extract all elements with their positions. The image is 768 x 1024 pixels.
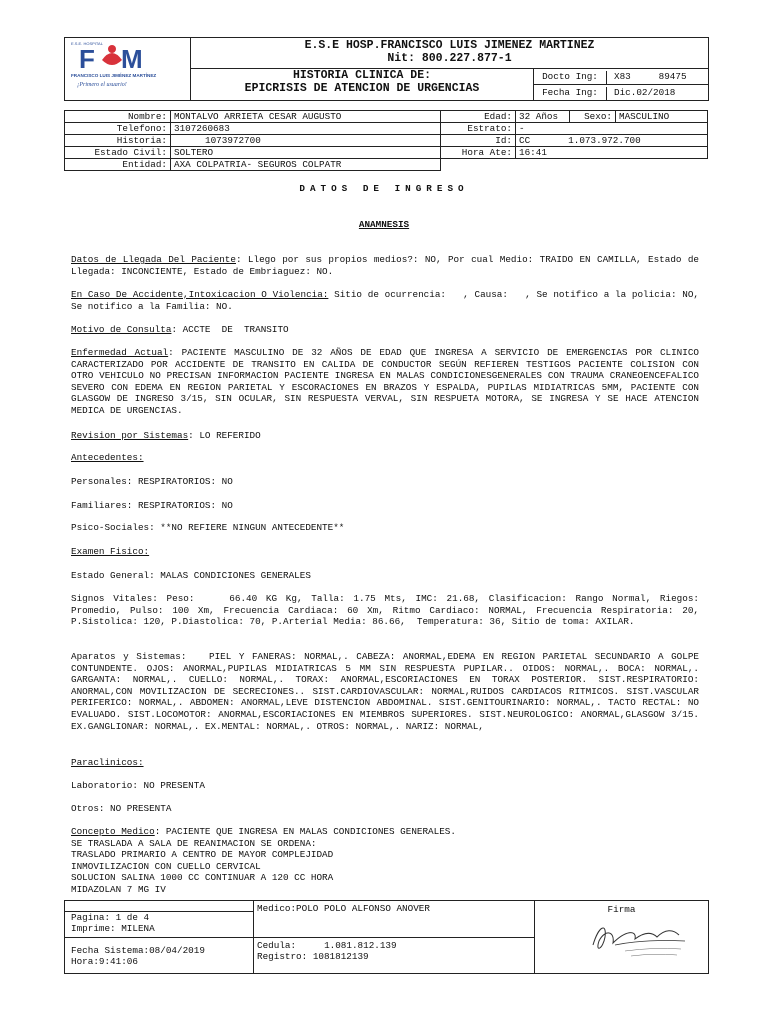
laboratorio-line: Laboratorio: NO PRESENTA xyxy=(71,780,205,791)
telefono-label: Telefono: xyxy=(65,123,171,135)
svg-text:FRANCISCO LUIS JIMÉNEZ MARTÍNE: FRANCISCO LUIS JIMÉNEZ MARTÍNEZ xyxy=(71,73,157,78)
cedula-label: Cedula: xyxy=(257,940,297,951)
concepto-line: TRASLADO PRIMARIO A CENTRO DE MAYOR COMPLEJIDAD xyxy=(71,849,334,861)
section-title: DATOS DE INGRESO xyxy=(299,183,469,194)
concepto-line: SOLUCION SALINA 1000 CC CONTINUAR A 120 CC HORA xyxy=(71,872,334,884)
estrato-label: Estrato: xyxy=(441,123,516,135)
table-row xyxy=(65,111,708,123)
svg-text:E.S.E. HOSPITAL: E.S.E. HOSPITAL xyxy=(71,41,103,46)
system-date: Fecha Sistema:08/04/2019 xyxy=(71,945,205,956)
physician-name: Medico:POLO POLO ALFONSO ANOVER xyxy=(257,903,430,914)
accidente-paragraph: En Caso De Accidente,Intoxicacion O Violencia: Sitio de ocurrencia: , Causa: , Se notifico a la policia: NO, Se notifico a la Familia: NO. xyxy=(71,289,705,312)
psico-line: Psico-Sociales: **NO REFIERE NINGUN ANTECEDENTE** xyxy=(71,522,345,533)
antecedentes-heading: Antecedentes: xyxy=(71,452,144,463)
id-label: Id: xyxy=(441,135,516,147)
firma-label: Firma xyxy=(607,904,636,915)
svg-text:M: M xyxy=(121,44,143,74)
motivo-paragraph: Motivo de Consulta: ACCTE DE TRANSITO xyxy=(71,324,289,335)
svg-text:F: F xyxy=(79,44,95,74)
id-value xyxy=(516,135,708,147)
institution-name: E.S.E HOSP.FRANCISCO LUIS JIMENEZ MARTINEZ xyxy=(304,39,595,52)
printed-by: Imprime: MILENA xyxy=(71,923,155,934)
table-row xyxy=(65,159,708,171)
revision-paragraph: Revision por Sistemas: LO REFERIDO xyxy=(71,430,261,441)
hora-label: Hora Ate: xyxy=(441,147,516,159)
entidad-label: Entidad: xyxy=(65,159,171,171)
examen-heading: Examen Fisico: xyxy=(71,546,150,557)
signos-paragraph: Signos Vitales: Peso: 66.40 KG Kg, Talla: 1.75 Mts, IMC: 21.68, Clasificacion: Rango Normal, Riegos: Promedio, Pulso: 100 Xm, Frecuencia Cardiaca: 60 Xm, Ritmo Cardiaco: NORMAL, Frecuencia Respiratoria: 20, P.Sistolica: 120, P.Diastolica: 70, P.Arterial Media: 86.66, Temperatura: 36, Sitio de toma: AXILAR. xyxy=(71,593,705,628)
civil-value: SOLTERO xyxy=(171,147,441,159)
edad-value: 32 Años xyxy=(516,111,570,123)
table-row xyxy=(65,147,708,159)
page-number: Pagina: 1 de 4 xyxy=(71,912,150,923)
signature-box xyxy=(535,901,708,973)
aparatos-paragraph: Aparatos y Sistemas: PIEL Y FANERAS: NORMAL,. CABEZA: ANORMAL,EDEMA EN REGION PARIETAL SECUNDARIO A GOLPE CONTUNDENTE. OJOS: ANORMAL,PUPILAS MIDIATRICAS 5 MM SIN RESPUESTA PUPILAR.. OIDOS: NORMAL,. BOCA: NORMAL,. GARGANTA: NORMAL,. CUELLO: NORMAL,. TORAX: ANORMAL,ESCORIACIONES EN TORAX POSTERIOR. SIST.RESPIRATORIO: ANORMAL,CON MOVILIZACION DE SECRECIONES.. SIST.CARDIOVASCULAR: NORMAL,RUIDOS CARDIACOS RITMICOS. SIST.VASCULAR PERIFERICO: NORMAL,. ABDOMEN: ANORMAL,LEVE DISTENCION ABDOMINAL. SIST.GENITOURINARIO: NORMAL,. TACTO RECTAL: NO EVALUADO. SIST.LOCOMOTOR: ANORMAL,ESCORIACIONES EN MIEMBROS SUPERIORES. SIST.NEUROLOGICO: ANORMAL,GLASGOW 3/15. EX.GANGLIONAR: NORMAL,. EX.MENTAL: NORMAL,. OTROS: NORMAL,. NARIZ: NORMAL, xyxy=(71,651,705,732)
familiares-line: Familiares: RESPIRATORIOS: NO xyxy=(71,500,233,511)
civil-label: Estado Civil: xyxy=(65,147,171,159)
doc-title-line-2: EPICRISIS DE ATENCION DE URGENCIAS xyxy=(244,82,480,95)
otros-line: Otros: NO PRESENTA xyxy=(71,803,172,814)
id-number: 1.073.972.700 xyxy=(568,135,641,146)
hospital-logo xyxy=(65,38,191,100)
svg-text:¡Primero el usuario!: ¡Primero el usuario! xyxy=(77,82,127,88)
document-footer xyxy=(64,900,709,974)
telefono-value: 3107260683 xyxy=(171,123,441,135)
paraclinicos-heading: Paraclinicos: xyxy=(71,757,144,768)
table-row xyxy=(65,135,708,147)
fecha-value: Dic.02/2018 xyxy=(614,87,676,98)
concepto-line: MIDAZOLAN 7 MG IV xyxy=(71,883,166,895)
institution-block xyxy=(191,38,708,69)
patient-info-table xyxy=(64,110,708,171)
fecha-label: Fecha Ing: xyxy=(534,87,607,100)
institution-nit: Nit: 800.227.877-1 xyxy=(387,52,512,65)
estrato-value: - xyxy=(516,123,708,135)
personales-line: Personales: RESPIRATORIOS: NO xyxy=(71,476,233,487)
physician-info xyxy=(254,901,535,973)
enfermedad-paragraph: Enfermedad Actual: PACIENTE MASCULINO DE 32 AÑOS DE EDAD QUE INGRESA A SERVICIO DE EMERGENCIAS POR CLINICO CARACTERIZADO POR ACCIDENTE DE TRANSITO EN CALIDA DE CONDUCTOR SEGÚN REFIEREN TESTIGOS PACIENTE COLISION CON OTRO VEHICULO NO PRECISAN INFORMACION PACIENTE INGRESA EN MALAS CONDICIONESGENERALES CON TRAUMA CRANEOENCEFALICO SEVERO CON EDEMA EN REGION PARIETAL Y ESCORACIONES EN BRAZOS Y ESPALDA, PUPILAS MIDIATRICAS 5MM, PACIENTE CON GLASGOW DE INGRESO 3/15, SIN OCULAR, SIN RESPUESTA VERVAL, SIN RESPUETA MOTORA, SE INGRESA Y SE HACE ATENCION MEDICA DE URGENCIAS. xyxy=(71,347,699,416)
table-row xyxy=(65,123,708,135)
document-header xyxy=(64,37,709,101)
edad-label: Edad: xyxy=(441,111,516,123)
nombre-value: MONTALVO ARRIETA CESAR AUGUSTO xyxy=(171,111,441,123)
historia-label: Historia: xyxy=(65,135,171,147)
signature-image xyxy=(585,915,705,965)
id-type: CC xyxy=(519,135,531,146)
entidad-value: AXA COLPATRIA- SEGUROS COLPATR xyxy=(171,159,441,171)
concepto-line: SE TRASLADA A SALA DE REANIMACION SE ORDENA: xyxy=(71,837,317,849)
hora-value: 16:41 xyxy=(516,147,708,159)
llegada-paragraph: Datos de Llegada Del Paciente: Llego por sus propios medios?: NO, Por cual Medio: TRAIDO EN CAMILLA, Estado de Llegada: INCONCIENTE, Estado de Embriaguez: NO. xyxy=(71,254,700,277)
concepto-paragraph: Concepto Medico: PACIENTE QUE INGRESA EN MALAS CONDICIONES GENERALES. SE TRASLADA A SALA DE REANIMACION SE ORDENA: TRASLADO PRIMARIO A CENTRO DE MAYOR COMPLEJIDAD INMOVILIZACION CON CUELLO CERVICAL SOLUCION SALINA 1000 CC CONTINUAR A 120 CC HORA MIDAZOLAN 7 MG IV xyxy=(71,826,699,896)
document-title xyxy=(191,68,534,101)
registro-label: Registro: xyxy=(257,951,308,962)
sexo-value: MASCULINO xyxy=(616,111,708,123)
print-info xyxy=(65,901,254,973)
doc-title-line-1: HISTORIA CLINICA DE: xyxy=(292,69,432,82)
sexo-label: Sexo: xyxy=(570,111,616,123)
historia-value: 1073972700 xyxy=(171,135,441,147)
anamnesis-title: ANAMNESIS xyxy=(358,219,410,230)
docto-value: X83 89475 xyxy=(614,71,687,82)
cedula-value: 1.081.812.139 xyxy=(324,940,397,951)
registro-value: 1081812139 xyxy=(312,951,369,962)
estado-general-line: Estado General: MALAS CONDICIONES GENERALES xyxy=(71,570,311,581)
nombre-label: Nombre: xyxy=(65,111,171,123)
docto-label: Docto Ing: xyxy=(534,71,607,84)
concepto-line: INMOVILIZACION CON CUELLO CERVICAL xyxy=(71,860,261,872)
system-time: Hora:9:41:06 xyxy=(71,956,138,967)
admission-meta xyxy=(534,68,708,100)
